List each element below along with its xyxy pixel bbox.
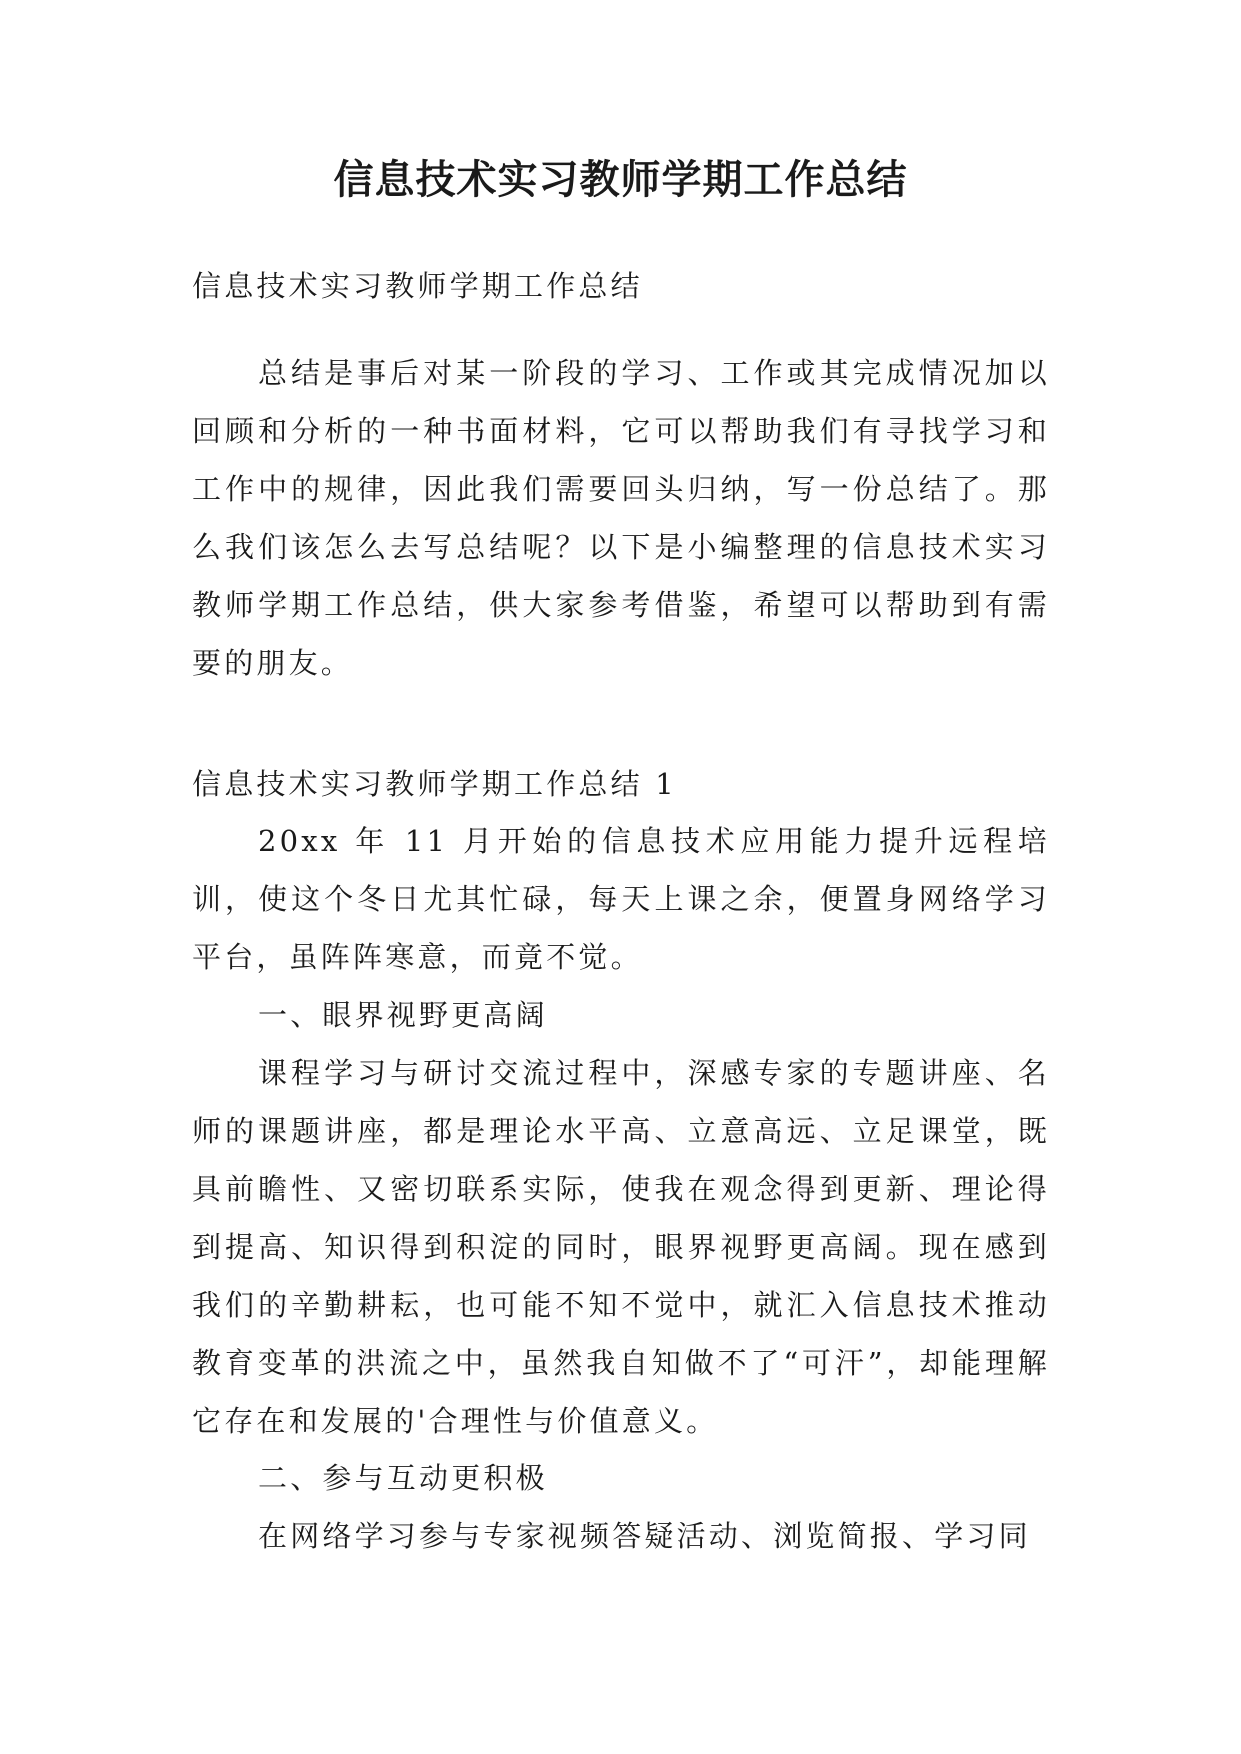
section-title: 信息技术实习教师学期工作总结 1 bbox=[192, 767, 677, 801]
section-heading-2: 二、参与互动更积极 bbox=[258, 1461, 548, 1495]
section-heading-1: 一、眼界视野更高阔 bbox=[258, 998, 548, 1032]
document-subtitle: 信息技术实习教师学期工作总结 bbox=[192, 269, 643, 303]
body-paragraph: 20xx 年 11 月开始的信息技术应用能力提升远程培训，使这个冬日尤其忙碌，每天上课之余，便置身网络学习平台，虽阵阵寒意，而竟不觉。 bbox=[192, 824, 1050, 974]
intro-paragraph: 总结是事后对某一阶段的学习、工作或其完成情况加以回顾和分析的一种书面材料，它可以帮助我们有寻找学习和工作中的规律，因此我们需要回头归纳，写一份总结了。那么我们该怎么去写总结呢？以下是小编整理的信息技术实习教师学期工作总结，供大家参考借鉴，希望可以帮助到有需要的朋友。 bbox=[192, 356, 1050, 680]
body-paragraph: 课程学习与研讨交流过程中，深感专家的专题讲座、名师的课题讲座，都是理论水平高、立意高远、立足课堂，既具前瞻性、又密切联系实际，使我在观念得到更新、理论得到提高、知识得到积淀的同时，眼界视野更高阔。现在感到我们的辛勤耕耘，也可能不知不觉中，就汇入信息技术推动教育变革的洪流之中，虽然我自知做不了“可汗”，却能理解它存在和发展的'合理性与价值意义。 bbox=[192, 1056, 1050, 1438]
document-title: 信息技术实习教师学期工作总结 bbox=[333, 157, 908, 203]
body-paragraph: 在网络学习参与专家视频答疑活动、浏览简报、学习同 bbox=[258, 1519, 1031, 1553]
